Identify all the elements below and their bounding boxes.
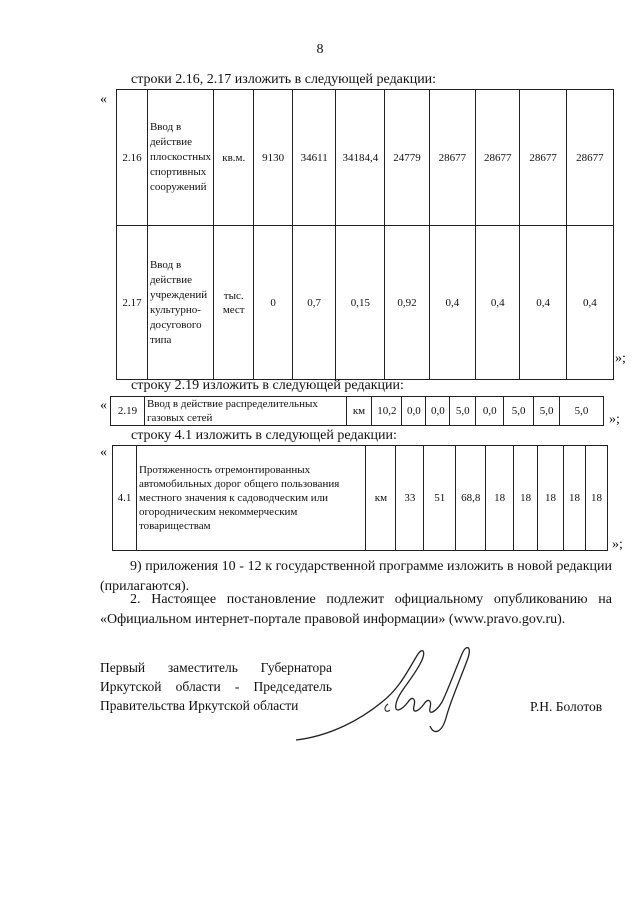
row-unit: км <box>346 397 372 426</box>
table-row-2-19 <box>110 396 604 426</box>
section1-intro: строки 2.16, 2.17 изложить в следующей редакции: <box>131 72 437 87</box>
table-row <box>113 446 608 551</box>
value-cell: 0,4 <box>429 226 475 380</box>
section2-intro: строку 2.19 изложить в следующей редакции: <box>131 378 404 393</box>
paragraph-2: 2. Настоящее постановление подлежит официальному опубликованию на «Официальном интернет-портале правовой информации» (www.pravo.gov.ru). <box>100 592 612 627</box>
value-cell: 5,0 <box>534 397 560 426</box>
row-unit: тыс. мест <box>214 226 254 380</box>
value-cell: 0,0 <box>476 397 504 426</box>
row-number: 4.1 <box>113 446 137 551</box>
value-cell: 28677 <box>475 90 519 226</box>
value-cell: 68,8 <box>456 446 486 551</box>
value-cell: 18 <box>585 446 607 551</box>
signature-title-line2: Иркутской области - Председатель <box>100 679 332 694</box>
value-cell: 28677 <box>566 90 613 226</box>
paragraph-9: 9) приложения 10 - 12 к государственной программе изложить в новой редакции (прилагаются). <box>100 559 612 594</box>
value-cell: 18 <box>538 446 564 551</box>
row-number: 2.17 <box>117 226 148 380</box>
section3-close-quote: »; <box>612 537 623 552</box>
value-cell: 34184,4 <box>336 90 385 226</box>
table-row <box>111 397 604 426</box>
value-cell: 18 <box>486 446 514 551</box>
table-row-4-1 <box>112 445 608 551</box>
signature-title-line1: Первый заместитель Губернатора <box>100 660 332 675</box>
section2-close-quote: »; <box>609 412 620 427</box>
table-row <box>117 226 614 380</box>
value-cell: 28677 <box>429 90 475 226</box>
row-unit: км <box>366 446 396 551</box>
value-cell: 0,4 <box>566 226 613 380</box>
value-cell: 0 <box>254 226 293 380</box>
row-unit: кв.м. <box>214 90 254 226</box>
row-name: Ввод в действие плоскостных спортивных сооружений <box>147 90 213 226</box>
value-cell: 0,15 <box>336 226 385 380</box>
value-cell: 34611 <box>292 90 336 226</box>
signature-title-line3: Правительства Иркутской области <box>100 698 299 713</box>
value-cell: 24779 <box>385 90 429 226</box>
row-name: Ввод в действие распределительных газовых сетей <box>144 397 346 426</box>
value-cell: 28677 <box>520 90 566 226</box>
value-cell: 9130 <box>254 90 293 226</box>
value-cell: 0,92 <box>385 226 429 380</box>
row-name: Ввод в действие учреждений культурно-досугового типа <box>147 226 213 380</box>
value-cell: 0,4 <box>520 226 566 380</box>
value-cell: 0,4 <box>475 226 519 380</box>
value-cell: 0,7 <box>292 226 336 380</box>
value-cell: 18 <box>564 446 586 551</box>
value-cell: 33 <box>396 446 424 551</box>
value-cell: 0,0 <box>402 397 426 426</box>
section1-close-quote: »; <box>615 351 626 366</box>
value-cell: 10,2 <box>372 397 402 426</box>
section3-intro: строку 4.1 изложить в следующей редакции: <box>131 428 397 443</box>
value-cell: 5,0 <box>504 397 534 426</box>
row-name: Протяженность отремонтированных автомобильных дорог общего пользования местного значения к садоводческим или огородническим некоммерческим товариществам <box>136 446 366 551</box>
row-number: 2.16 <box>117 90 148 226</box>
table-rows-2-16-2-17 <box>116 89 614 380</box>
row-number: 2.19 <box>111 397 145 426</box>
value-cell: 5,0 <box>560 397 604 426</box>
page-number: 8 <box>316 42 324 57</box>
value-cell: 51 <box>424 446 456 551</box>
value-cell: 0,0 <box>426 397 450 426</box>
table-row <box>117 90 614 226</box>
section1-open-quote: « <box>100 92 107 107</box>
section2-open-quote: « <box>100 398 107 413</box>
value-cell: 5,0 <box>450 397 476 426</box>
signer-name: Р.Н. Болотов <box>530 699 603 714</box>
value-cell: 18 <box>514 446 538 551</box>
section3-open-quote: « <box>100 445 107 460</box>
handwritten-signature <box>290 640 490 750</box>
